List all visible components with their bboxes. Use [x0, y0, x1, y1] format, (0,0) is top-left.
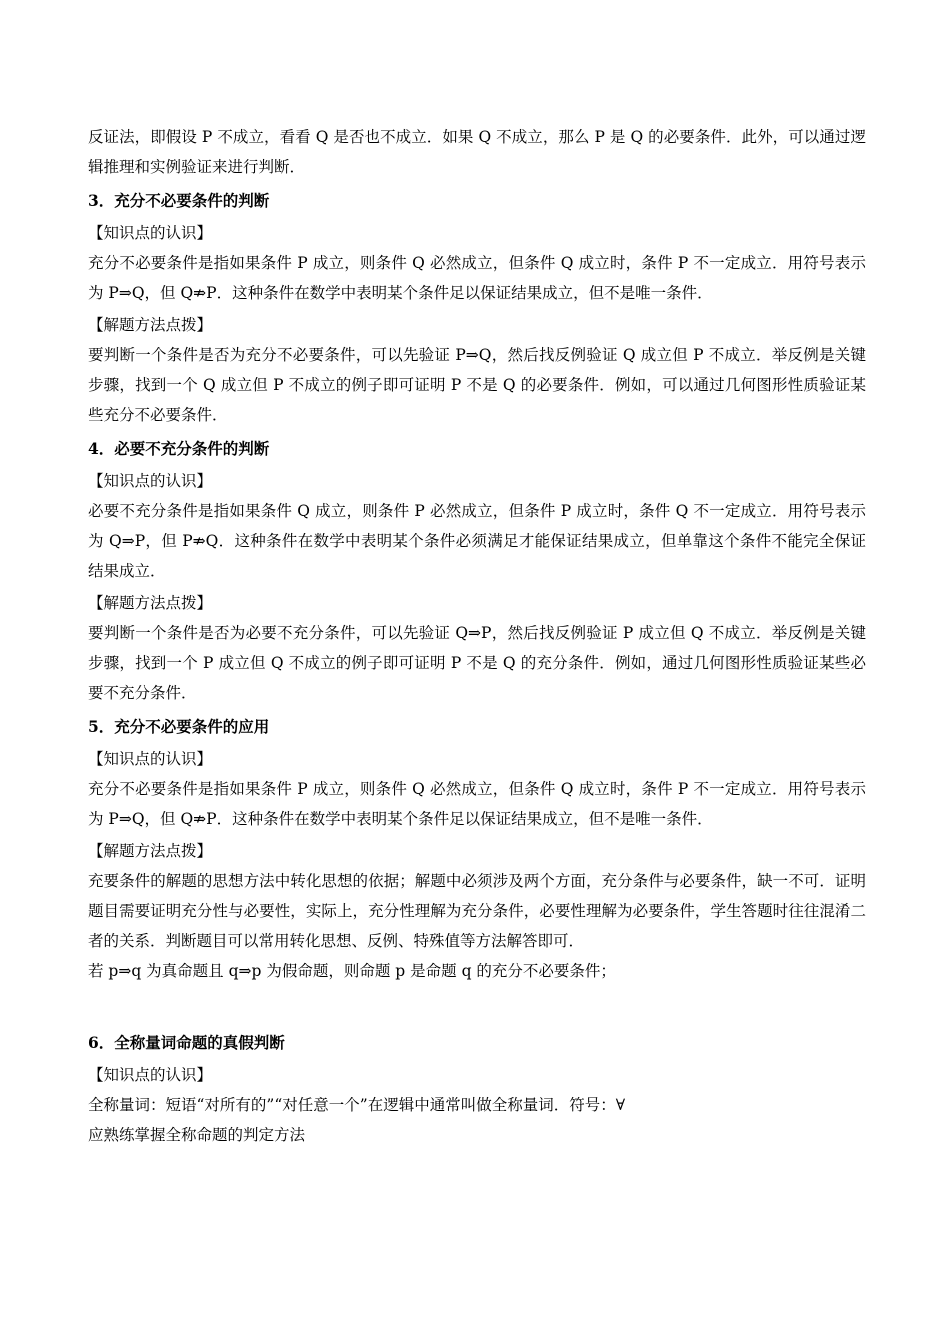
knowledge-tag: 【知识点的认识】 [88, 472, 213, 490]
method-tag: 【解题方法点拨】 [88, 316, 213, 334]
knowledge-paragraph: 全称量词：短语“对所有的”“对任意一个”在逻辑中通常叫做全称量词．符号：∀ [88, 1096, 626, 1114]
section-heading: 6．全称量词命题的真假判断 [88, 1033, 285, 1052]
section-3 [88, 186, 866, 430]
section-heading: 4．必要不充分条件的判断 [88, 439, 270, 458]
method-paragraph: 要判断一个条件是否为必要不充分条件，可以先验证 Q⇒P，然后找反例验证 P 成立但 Q 不成立．举反例是关键步骤，找到一个 P 成立但 Q 不成立的例子即可证明 P 不是 Q 的充分条件．例如，通过几何图形性质验证某些必要不充分条件． [88, 624, 866, 702]
section-5 [88, 712, 866, 986]
section-6 [88, 1028, 866, 1150]
method-tag: 【解题方法点拨】 [88, 594, 213, 612]
knowledge-paragraph: 必要不充分条件是指如果条件 Q 成立，则条件 P 必然成立，但条件 P 成立时，条件 Q 不一定成立．用符号表示为 Q⇒P，但 P⇏Q．这种条件在数学中表明某个条件必须满足才能保证结果成立，但单靠这个条件不能完全保证结果成立． [88, 502, 866, 580]
knowledge-tag: 【知识点的认识】 [88, 750, 213, 768]
method-tag: 【解题方法点拨】 [88, 842, 213, 860]
knowledge-paragraph: 充分不必要条件是指如果条件 P 成立，则条件 Q 必然成立，但条件 Q 成立时，条件 P 不一定成立．用符号表示为 P⇒Q，但 Q⇏P．这种条件在数学中表明某个条件足以保证结果成立，但不是唯一条件． [88, 254, 866, 302]
method-paragraph: 充要条件的解题的思想方法中转化思想的依据；解题中必须涉及两个方面，充分条件与必要条件，缺一不可．证明题目需要证明充分性与必要性，实际上，充分性理解为充分条件，必要性理解为必要条件，学生答题时往往混淆二者的关系．判断题目可以常用转化思想、反例、特殊值等方法解答即可． [88, 872, 866, 950]
section-heading: 5．充分不必要条件的应用 [88, 717, 270, 736]
extra-paragraph: 若 p⇒q 为真命题且 q⇒p 为假命题，则命题 p 是命题 q 的充分不必要条件； [88, 962, 616, 980]
knowledge-paragraph: 充分不必要条件是指如果条件 P 成立，则条件 Q 必然成立，但条件 Q 成立时，条件 P 不一定成立．用符号表示为 P⇒Q，但 Q⇏P．这种条件在数学中表明某个条件足以保证结果成立，但不是唯一条件． [88, 780, 866, 828]
extra-paragraph: 应熟练掌握全称命题的判定方法 [88, 1126, 306, 1144]
knowledge-tag: 【知识点的认识】 [88, 1066, 213, 1084]
method-paragraph: 要判断一个条件是否为充分不必要条件，可以先验证 P⇒Q，然后找反例验证 Q 成立但 P 不成立．举反例是关键步骤，找到一个 Q 成立但 P 不成立的例子即可证明 P 不是 Q 的必要条件．例如，可以通过几何图形性质验证某些充分不必要条件． [88, 346, 866, 424]
section-gap [88, 986, 866, 1024]
intro-paragraph: 反证法，即假设 P 不成立，看看 Q 是否也不成立．如果 Q 不成立，那么 P 是 Q 的必要条件．此外，可以通过逻辑推理和实例验证来进行判断． [88, 128, 866, 176]
document-body [88, 122, 866, 1150]
section-4 [88, 434, 866, 708]
knowledge-tag: 【知识点的认识】 [88, 224, 213, 242]
section-heading: 3．充分不必要条件的判断 [88, 191, 270, 210]
